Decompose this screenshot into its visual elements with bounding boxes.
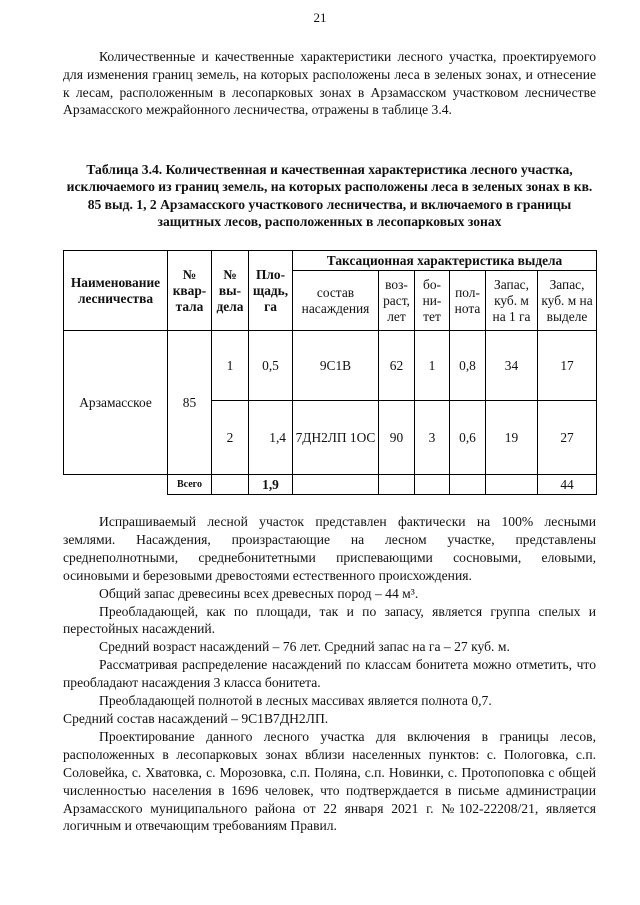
area-cell: 0,5 bbox=[249, 331, 293, 401]
header-bonitet: бо-ни-тет bbox=[415, 271, 450, 331]
composition-cell: 9С1В bbox=[293, 331, 379, 401]
intro-paragraph: Количественные и качественные характеристики лесного участка, проектируемого для изменения границ земель, на которых расположены леса в зеленых зонах, и отнесение к лесам, расположенным в лесопарковых зонах в Арзамасском участковом лесничестве Арзамасского межрайонного лесничества, отражены в таблице 3.4. bbox=[63, 49, 596, 118]
table-row bbox=[64, 331, 597, 401]
total-area: 1,9 bbox=[249, 475, 293, 495]
paragraph: Средний возраст насаждений – 76 лет. Средний запас на га – 27 куб. м. bbox=[99, 639, 510, 655]
header-forestry: Наименование лесничества bbox=[64, 251, 168, 331]
paragraph: Испрашиваемый лесной участок представлен фактически на 100% лесными землями. Насаждения, произрастающие на лесном участке, представлены среднеполнотными, среднебонитетными приспевающими сосновыми, еловыми, осиновыми и березовыми древостоями естественного происхождения. bbox=[63, 514, 596, 583]
area-cell: 1,4 bbox=[249, 401, 293, 475]
paragraph: Преобладающей, как по площади, так и по запасу, является группа спелых и перестойных насаждений. bbox=[63, 603, 596, 637]
header-composition: состав насаждения bbox=[293, 271, 379, 331]
total-stock: 44 bbox=[538, 475, 597, 495]
bonitet-cell: 1 bbox=[415, 331, 450, 401]
body-text bbox=[63, 513, 596, 835]
paragraph: Средний состав насаждений – 9С1В7ДН2ЛП. bbox=[63, 710, 329, 726]
bonitet-cell: 3 bbox=[415, 401, 450, 475]
composition-cell: 7ДН2ЛП 1ОС bbox=[293, 401, 379, 475]
forestry-name: Арзамасское bbox=[64, 331, 168, 475]
stock-per-ha-cell: 19 bbox=[486, 401, 538, 475]
stock-plot-cell: 17 bbox=[538, 331, 597, 401]
paragraph: Общий запас древесины всех древесных пород – 44 м³. bbox=[99, 585, 419, 601]
header-age: воз-раст, лет bbox=[379, 271, 415, 331]
header-density: пол-нота bbox=[450, 271, 486, 331]
page-number: 21 bbox=[313, 10, 327, 25]
total-label: Всего bbox=[168, 475, 212, 495]
header-group: Таксационная характеристика выдела bbox=[293, 251, 597, 271]
header-stock-plot: Запас, куб. м на выделе bbox=[538, 271, 597, 331]
header-stock-per-ha: Запас, куб. м на 1 га bbox=[486, 271, 538, 331]
quarter-cell: 85 bbox=[168, 331, 212, 475]
table-caption: Таблица 3.4. Количественная и качественная характеристика лесного участка, исключаемого из границ земель, на которых расположены леса в зеленых зонах в кв. 85 выд. 1, 2 Арзамасского участкового лесничества, и включаемого в границы защитных лесов, расположенных в лесопарковых зонах bbox=[66, 162, 593, 230]
paragraph: Преобладающей полнотой в лесных массивах является полнота 0,7. bbox=[99, 693, 492, 709]
age-cell: 62 bbox=[379, 331, 415, 401]
total-row bbox=[64, 475, 597, 495]
forest-table bbox=[63, 250, 597, 495]
plot-cell: 2 bbox=[212, 401, 249, 475]
paragraph: Рассматривая распределение насаждений по классам бонитета можно отметить, что преобладают насаждения 3 класса бонитета. bbox=[63, 657, 596, 691]
stock-per-ha-cell: 34 bbox=[486, 331, 538, 401]
header-plot: № вы-дела bbox=[212, 251, 249, 331]
age-cell: 90 bbox=[379, 401, 415, 475]
header-quarter: № квар-тала bbox=[168, 251, 212, 331]
stock-plot-cell: 27 bbox=[538, 401, 597, 475]
header-area: Пло-щадь, га bbox=[249, 251, 293, 331]
density-cell: 0,6 bbox=[450, 401, 486, 475]
plot-cell: 1 bbox=[212, 331, 249, 401]
density-cell: 0,8 bbox=[450, 331, 486, 401]
paragraph: Проектирование данного лесного участка для включения в границы лесов, расположенных в лесопарковых зонах вблизи населенных пунктов: с. Пологовка, с.п. Соловейка, с. Хватовка, с. Морозовка, с.п. Поляна, с.п. Новинки, с. Протопоповка с общей численностью населения в 1696 человек, что подтверждается в письме администрации Арзамасского муниципального района от 22 января 2021 г. №102-22208/21, является логичным и отвечающим требованиям Правил. bbox=[63, 728, 596, 834]
